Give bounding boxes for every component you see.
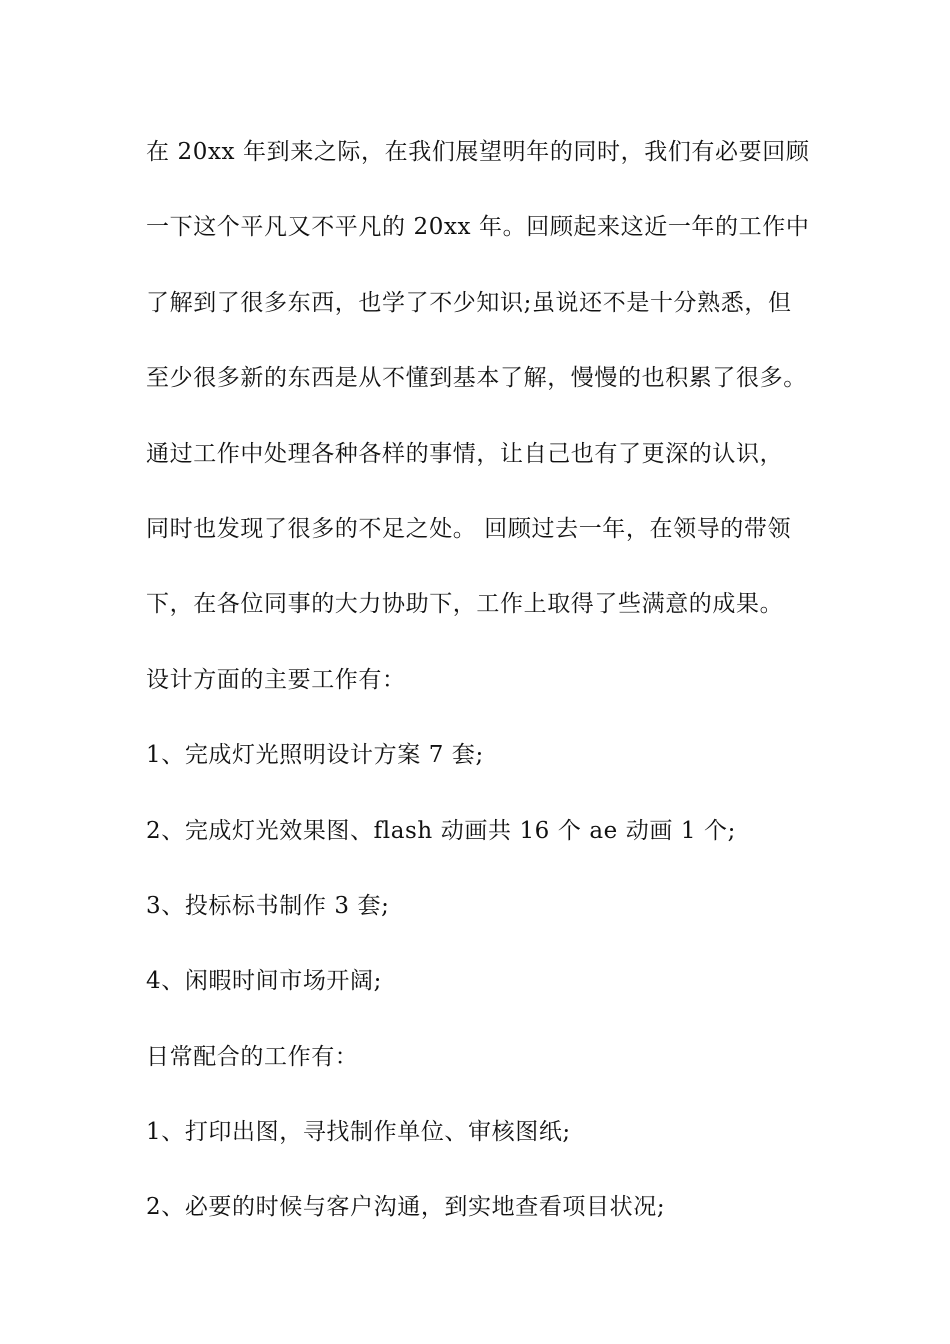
- paragraph-line-1: 在 20xx 年到来之际，在我们展望明年的同时，我们有必要回顾: [146, 139, 810, 165]
- paragraph-line-2: 一下这个平凡又不平凡的 20xx 年。回顾起来这近一年的工作中: [146, 214, 810, 241]
- daily-work-item-1: 1、打印出图，寻找制作单位、审核图纸;: [146, 1119, 571, 1146]
- section-heading-daily-work: 日常配合的工作有：: [146, 1043, 359, 1070]
- design-work-item-4: 4、闲暇时间市场开阔;: [146, 968, 382, 995]
- daily-work-item-2: 2、必要的时候与客户沟通，到实地查看项目状况;: [146, 1194, 666, 1221]
- paragraph-line-4: 至少很多新的东西是从不懂到基本了解，慢慢的也积累了很多。: [146, 365, 807, 392]
- paragraph-line-3: 了解到了很多东西，也学了不少知识;虽说还不是十分熟悉，但: [146, 289, 792, 316]
- document-body: [146, 132, 836, 1263]
- design-work-item-3: 3、投标标书制作 3 套;: [146, 892, 390, 919]
- paragraph-line-5: 通过工作中处理各种各样的事情，让自己也有了更深的认识，: [146, 440, 784, 467]
- design-work-item-2: 2、完成灯光效果图、flash 动画共 16 个 ae 动画 1 个;: [146, 817, 736, 844]
- design-work-item-1: 1、完成灯光照明设计方案 7 套;: [146, 742, 484, 769]
- paragraph-line-6: 同时也发现了很多的不足之处。 回顾过去一年，在领导的带领: [146, 515, 792, 542]
- section-heading-design-work: 设计方面的主要工作有：: [146, 666, 406, 693]
- paragraph-line-7: 下，在各位同事的大力协助下，工作上取得了些满意的成果。: [146, 591, 784, 618]
